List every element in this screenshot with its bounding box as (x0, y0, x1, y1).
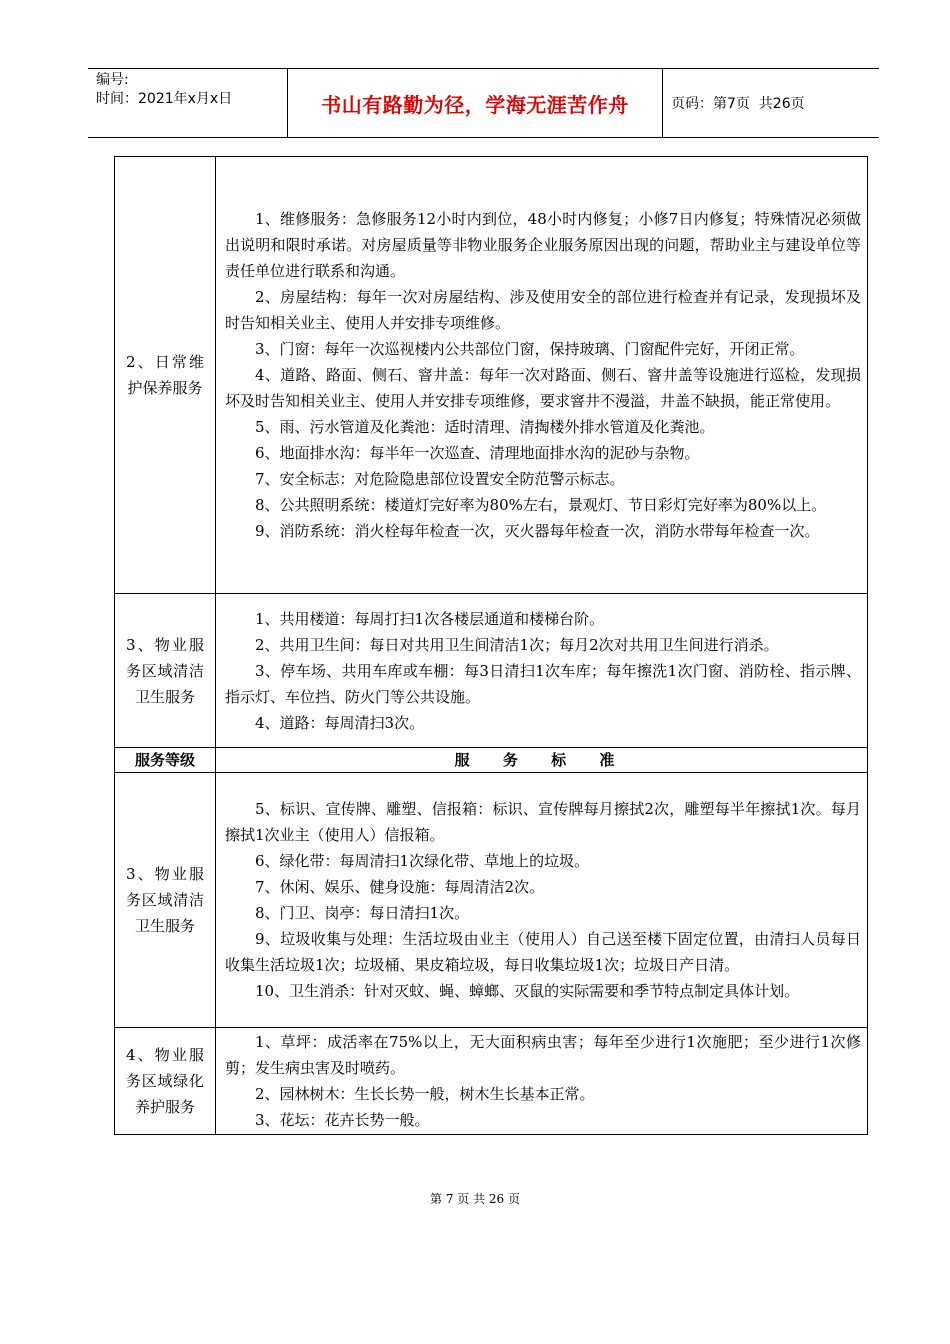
document-number-label: 编号: (96, 72, 129, 88)
service-standard-cell (216, 1028, 868, 1135)
standard-item: 7、安全标志：对危险隐患部位设置安全防范警示标志。 (255, 470, 625, 488)
standard-item: 6、绿化带：每周清扫1次绿化带、草地上的垃圾。 (255, 852, 590, 870)
standard-item: 2、共用卫生间：每日对共用卫生间清洁1次；每月2次对共用卫生间进行消杀。 (255, 635, 779, 654)
page-header (88, 68, 879, 138)
standard-item: 2、园林树木：生长长势一般，树木生长基本正常。 (255, 1085, 595, 1103)
service-category-label: 3、物业服务区域清洁卫生服务 (126, 865, 204, 935)
service-standard-cell (216, 773, 868, 1028)
document-time-label: 时间：2021年x月x日 (96, 91, 233, 107)
standard-item: 1、维修服务：急修服务12小时内到位，48小时内修复；小修7日内修复；特殊情况必须做出说明和限时承诺。对房屋质量等非物业服务企业服务原因出现的问题，帮助业主与建设单位等责任单位进行联系和沟通。 (225, 210, 861, 280)
service-category-label: 2、日常维护保养服务 (126, 353, 204, 397)
standard-item: 10、卫生消杀：针对灭蚊、蝇、蟑螂、灭鼠的实际需要和季节特点制定具体计划。 (255, 982, 800, 1000)
service-category-cell (115, 773, 216, 1028)
page-footer: 第 7 页 共 26 页 (430, 1192, 520, 1206)
standard-item: 4、道路：每周清扫3次。 (255, 713, 425, 732)
standard-item: 6、地面排水沟：每半年一次巡查、清理地面排水沟的泥砂与杂物。 (255, 444, 700, 462)
service-category-label: 3、物业服务区域清洁卫生服务 (126, 635, 204, 706)
table-header-row (115, 748, 868, 773)
standard-item: 3、门窗：每年一次巡视楼内公共部位门窗，保持玻璃、门窗配件完好，开闭正常。 (255, 340, 805, 358)
standard-item: 5、雨、污水管道及化粪池：适时清理、清掏楼外排水管道及化粪池。 (255, 418, 715, 436)
service-category-cell (115, 1028, 216, 1135)
standard-item: 1、草坪：成活率在75%以上，无大面积病虫害；每年至少进行1次施肥；至少进行1次修剪；发生病虫害及时喷药。 (225, 1033, 861, 1077)
standard-item: 1、共用楼道：每周打扫1次各楼层通道和楼梯台阶。 (255, 609, 605, 628)
header-meta (88, 69, 288, 137)
standard-item: 3、停车场、共用车库或车棚：每3日清扫1次车库；每年擦洗1次门窗、消防栓、指示牌、指示灯、车位挡、防火门等公共设施。 (225, 661, 861, 706)
header-page-info (663, 69, 879, 137)
standard-item: 8、公共照明系统：楼道灯完好率为80%左右，景观灯、节日彩灯完好率为80%以上。 (255, 496, 827, 514)
service-standard-table (114, 156, 868, 1135)
service-category-cell (115, 157, 216, 594)
standard-item: 7、休闲、娱乐、健身设施：每周清洁2次。 (255, 878, 545, 896)
service-category-label: 4、物业服务区域绿化养护服务 (126, 1046, 204, 1116)
table-row (115, 773, 868, 1028)
standard-item: 2、房屋结构：每年一次对房屋结构、涉及使用安全的部位进行检查并有记录，发现损坏及时告知相关业主、使用人并安排专项维修。 (225, 288, 861, 332)
standard-item: 9、垃圾收集与处理：生活垃圾由业主（使用人）自己送至楼下固定位置，由清扫人员每日收集生活垃圾1次；垃圾桶、果皮箱垃圾，每日收集垃圾1次；垃圾日产日清。 (225, 930, 861, 974)
table-row (115, 594, 868, 748)
header-page-label: 页码：第7页 共26页 (671, 96, 805, 112)
table-row (115, 1028, 868, 1135)
service-standard-cell (216, 594, 868, 748)
column-header-service-level: 服务等级 (115, 748, 216, 773)
standard-item: 5、标识、宣传牌、雕塑、信报箱：标识、宣传牌每月擦拭2次，雕塑每半年擦拭1次。每月擦拭1次业主（使用人）信报箱。 (225, 800, 861, 844)
header-motto: 书山有路勤为径，学海无涯苦作舟 (288, 69, 663, 137)
service-standard-cell (216, 157, 868, 594)
table-row (115, 157, 868, 594)
column-header-service-standard: 服 务 标 准 (216, 748, 868, 773)
standard-item: 3、花坛：花卉长势一般。 (255, 1111, 430, 1129)
standard-item: 8、门卫、岗亭：每日清扫1次。 (255, 904, 470, 922)
service-category-cell (115, 594, 216, 748)
standard-item: 9、消防系统：消火栓每年检查一次，灭火器每年检查一次，消防水带每年检查一次。 (255, 522, 820, 540)
standard-item: 4、道路、路面、侧石、窨井盖：每年一次对路面、侧石、窨井盖等设施进行巡检，发现损坏及时告知相关业主、使用人并安排专项维修，要求窨井不漫溢，井盖不缺损，能正常使用。 (225, 366, 861, 410)
